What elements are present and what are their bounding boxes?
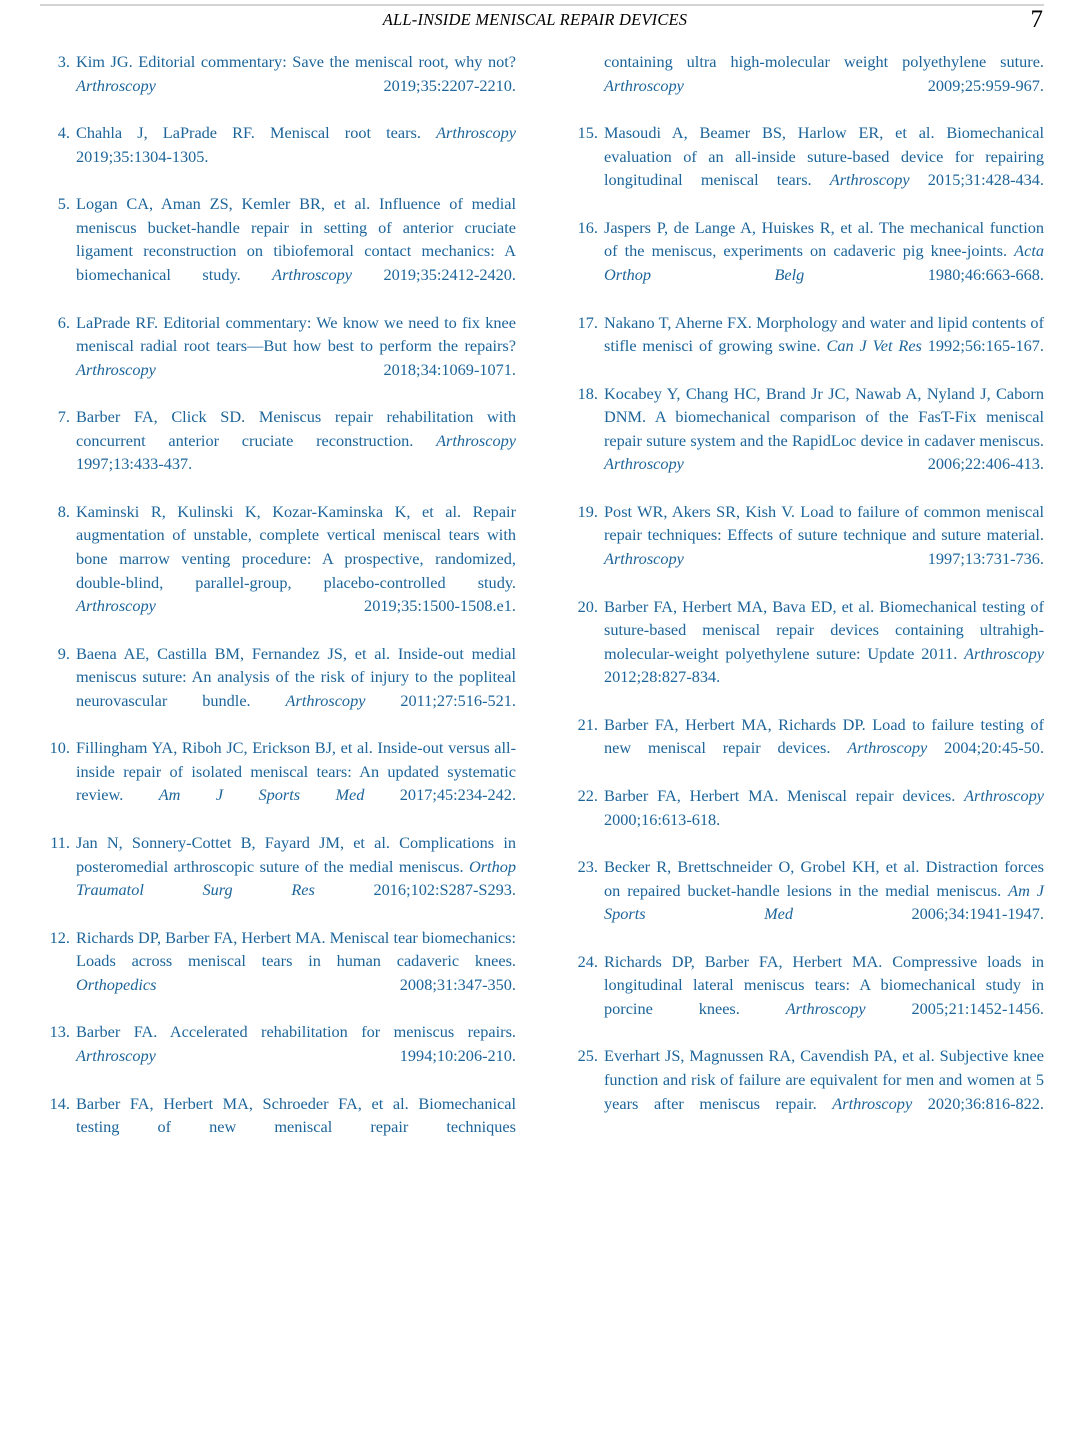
reference-citation-details: 2008;31:347-350. bbox=[156, 974, 516, 994]
reference-citation-details: 2019;35:1304-1305. bbox=[76, 146, 209, 166]
reference-number: 21. bbox=[577, 714, 598, 734]
reference-text bbox=[76, 736, 516, 830]
reference-number: 5. bbox=[57, 194, 70, 214]
reference-authors-title: Richards DP, Barber FA, Herbert MA. Compressive loads in longitudinal lateral meniscus tears: A biomechanical study in porcine knees. bbox=[604, 951, 1044, 1018]
right-column bbox=[572, 50, 1044, 1139]
reference-item bbox=[572, 216, 1044, 310]
reference-journal-name: Arthroscopy bbox=[436, 430, 516, 450]
continued-reference-text bbox=[604, 50, 1044, 121]
reference-item bbox=[572, 121, 1044, 215]
reference-number: 9. bbox=[57, 643, 70, 663]
reference-citation-details: 2016;102:S287-S293. bbox=[314, 880, 516, 900]
reference-authors-title: Everhart JS, Magnussen RA, Cavendish PA, et al. Subjective knee function and risk of failure are equivalent for men and women at 5 years after meniscus repair. bbox=[604, 1046, 1044, 1113]
reference-text bbox=[604, 595, 1044, 713]
reference-list-right bbox=[572, 50, 1044, 1139]
reference-journal-name: Arthroscopy bbox=[76, 75, 156, 95]
reference-item bbox=[572, 855, 1044, 949]
reference-number: 23. bbox=[577, 857, 598, 877]
reference-item bbox=[44, 405, 516, 499]
reference-text bbox=[76, 50, 516, 121]
reference-citation-details: 2015;31:428-434. bbox=[909, 170, 1044, 190]
reference-text bbox=[604, 950, 1044, 1044]
reference-item bbox=[44, 311, 516, 405]
reference-text bbox=[76, 926, 516, 1020]
reference-authors-title: Barber FA. Accelerated rehabilitation for meniscus repairs. bbox=[76, 1022, 516, 1042]
reference-item bbox=[44, 121, 516, 192]
reference-journal-name: Arthroscopy bbox=[604, 548, 684, 568]
reference-text bbox=[604, 216, 1044, 310]
reference-item bbox=[44, 926, 516, 1020]
reference-authors-title: Fillingham YA, Riboh JC, Erickson BJ, et al. Inside-out versus all-inside repair of isolated meniscal tears: An updated systematic review. bbox=[76, 738, 516, 805]
reference-citation-details: 1997;13:731-736. bbox=[683, 548, 1044, 568]
reference-item bbox=[44, 736, 516, 830]
reference-authors-title: Post WR, Akers SR, Kish V. Load to failure of common meniscal repair techniques: Effects of suture technique and suture material. bbox=[604, 501, 1044, 545]
reference-text bbox=[604, 500, 1044, 594]
reference-text bbox=[604, 121, 1044, 215]
reference-number: 22. bbox=[577, 785, 598, 805]
reference-authors-title: Kim JG. Editorial commentary: Save the meniscal root, why not? bbox=[76, 52, 516, 71]
reference-number: 10. bbox=[49, 738, 70, 758]
reference-authors-title: Barber FA, Herbert MA, Bava ED, et al. Biomechanical testing of suture-based meniscal repair devices containing ultrahigh-molecular-weight polyethylene suture: Update 2011. bbox=[604, 596, 1044, 663]
reference-number: 15. bbox=[577, 123, 598, 143]
reference-number: 7. bbox=[57, 407, 70, 427]
reference-item bbox=[572, 1044, 1044, 1138]
reference-number: 19. bbox=[577, 501, 598, 521]
reference-authors-title: Kaminski R, Kulinski K, Kozar-Kaminska K, et al. Repair augmentation of unstable, complete vertical meniscal tears with bone marrow venting procedure: A prospective, randomized, double-blind, parallel-group, placebo-controlled study. bbox=[76, 501, 516, 592]
running-title: ALL-INSIDE MENISCAL REPAIR DEVICES bbox=[382, 10, 688, 29]
reference-item bbox=[572, 595, 1044, 713]
reference-authors-title: Jaspers P, de Lange A, Huiskes R, et al. The mechanical function of the meniscus, experiments on cadaveric pig knee-joints. bbox=[604, 217, 1044, 261]
reference-journal-name: Arthroscopy bbox=[964, 643, 1044, 663]
reference-text bbox=[604, 855, 1044, 949]
reference-authors-title: Barber FA, Herbert MA, Schroeder FA, et al. Biomechanical testing of new meniscal repair techniques bbox=[76, 1093, 516, 1137]
continued-reference-journal-name: Arthroscopy bbox=[604, 75, 684, 95]
reference-journal-name: Orthop Traumatol Surg Res bbox=[76, 856, 516, 900]
reference-citation-details: 2005;21:1452-1456. bbox=[865, 998, 1044, 1018]
reference-item bbox=[44, 192, 516, 310]
continued-reference-body: containing ultra high-molecular weight polyethylene suture. bbox=[604, 52, 1044, 71]
reference-journal-name: Arthroscopy bbox=[832, 1093, 913, 1113]
reference-citation-details: 2006;34:1941-1947. bbox=[793, 904, 1044, 924]
reference-journal-name: Arthroscopy bbox=[76, 359, 156, 379]
reference-authors-title: Barber FA, Click SD. Meniscus repair rehabilitation with concurrent anterior cruciate reconstruction. bbox=[76, 407, 516, 450]
reference-citation-details: 2004;20:45-50. bbox=[927, 738, 1045, 758]
reference-item bbox=[572, 784, 1044, 855]
running-head bbox=[0, 6, 1070, 38]
reference-citation-details: 2018;34:1069-1071. bbox=[155, 359, 516, 379]
reference-list-left bbox=[44, 50, 516, 1162]
reference-item bbox=[572, 382, 1044, 500]
reference-number: 4. bbox=[57, 123, 70, 143]
reference-text bbox=[76, 642, 516, 736]
reference-citation-details: 2019;35:2412-2420. bbox=[352, 264, 516, 284]
reference-journal-name: Am J Sports Med bbox=[158, 785, 365, 805]
reference-journal-name: Acta Orthop Belg bbox=[604, 241, 1044, 284]
reference-text bbox=[76, 1092, 516, 1163]
reference-number: 17. bbox=[577, 312, 598, 332]
reference-authors-title: LaPrade RF. Editorial commentary: We know we need to fix knee meniscal radial root tears—But how best to perform the repairs? bbox=[76, 312, 516, 356]
reference-text bbox=[76, 311, 516, 405]
reference-citation-details: 2020;36:816-822. bbox=[912, 1093, 1044, 1113]
reference-journal-name: Arthroscopy bbox=[829, 170, 910, 190]
reference-text bbox=[76, 405, 516, 499]
reference-item bbox=[572, 311, 1044, 382]
reference-authors-title: Masoudi A, Beamer BS, Harlow ER, et al. Biomechanical evaluation of an all-inside suture-based device for repairing longitudinal meniscal tears. bbox=[604, 123, 1044, 190]
reference-authors-title: Logan CA, Aman ZS, Kemler BR, et al. Influence of medial meniscus bucket-handle repair in setting of anterior cruciate ligament reconstruction on tibiofemoral contact mechanics: A biomechanical study. bbox=[76, 194, 516, 284]
continued-reference-citation-details: 2009;25:959-967. bbox=[683, 75, 1044, 95]
reference-item bbox=[44, 831, 516, 925]
reference-text bbox=[76, 1020, 516, 1091]
reference-citation-details: 2006;22:406-413. bbox=[683, 454, 1044, 474]
reference-number: 12. bbox=[49, 927, 70, 947]
reference-item bbox=[44, 50, 516, 121]
reference-number: 6. bbox=[57, 312, 70, 332]
reference-text bbox=[604, 1044, 1044, 1138]
reference-text bbox=[76, 831, 516, 925]
reference-authors-title: Nakano T, Aherne FX. Morphology and water and lipid contents of stifle menisci of growing swine. bbox=[604, 312, 1044, 356]
reference-journal-name: Orthopedics bbox=[76, 974, 157, 994]
reference-text bbox=[76, 500, 516, 641]
reference-authors-title: Richards DP, Barber FA, Herbert MA. Meniscal tear biomechanics: Loads across meniscal tears in human cadaveric knees. bbox=[76, 927, 516, 971]
reference-journal-name: Am J Sports Med bbox=[604, 880, 1044, 924]
reference-item bbox=[572, 713, 1044, 784]
reference-authors-title: Chahla J, LaPrade RF. Meniscal root tears. bbox=[76, 123, 437, 143]
reference-journal-name: Arthroscopy bbox=[76, 1045, 156, 1065]
reference-number: 25. bbox=[577, 1046, 598, 1066]
reference-authors-title: Barber FA, Herbert MA, Richards DP. Load to failure testing of new meniscal repair devices. bbox=[604, 714, 1044, 758]
reference-authors-title: Kocabey Y, Chang HC, Brand Jr JC, Nawab A, Nyland J, Caborn DNM. A biomechanical comparison of the FasT-Fix meniscal repair suture system and the RapidLoc device in cadaver meniscus. bbox=[604, 383, 1044, 450]
reference-journal-name: Arthroscopy bbox=[785, 998, 866, 1018]
reference-citation-details: 1997;13:433-437. bbox=[76, 454, 193, 474]
reference-citation-details: 2017;45:234-242. bbox=[364, 785, 517, 805]
reference-number: 16. bbox=[577, 217, 598, 237]
reference-text bbox=[604, 382, 1044, 500]
reference-citation-details: 2012;28:827-834. bbox=[604, 667, 721, 687]
reference-item bbox=[572, 950, 1044, 1044]
reference-number: 8. bbox=[57, 501, 70, 521]
reference-item bbox=[44, 500, 516, 641]
reference-citation-details: 1992;56:165-167. bbox=[921, 336, 1044, 356]
reference-journal-name: Arthroscopy bbox=[964, 785, 1044, 805]
reference-authors-title: Baena AE, Castilla BM, Fernandez JS, et al. Inside-out medial meniscus suture: An analysis of the risk of injury to the popliteal neurovascular bundle. bbox=[76, 643, 516, 710]
reference-journal-name: Arthroscopy bbox=[604, 454, 684, 474]
reference-authors-title: Barber FA, Herbert MA. Meniscal repair devices. bbox=[604, 785, 965, 805]
reference-number: 14. bbox=[49, 1093, 70, 1113]
reference-text bbox=[604, 311, 1044, 382]
reference-text bbox=[76, 121, 516, 192]
reference-text bbox=[604, 784, 1044, 855]
reference-authors-title: Jan N, Sonnery-Cottet B, Fayard JM, et al. Complications in posteromedial arthroscopic suture of the medial meniscus. bbox=[76, 833, 516, 876]
reference-item bbox=[572, 500, 1044, 594]
reference-number: 13. bbox=[49, 1022, 70, 1042]
reference-item bbox=[44, 1020, 516, 1091]
reference-journal-name: Can J Vet Res bbox=[826, 336, 922, 356]
reference-number: 3. bbox=[57, 52, 70, 71]
reference-number: 20. bbox=[577, 596, 598, 616]
reference-journal-name: Arthroscopy bbox=[436, 123, 516, 143]
reference-authors-title: Becker R, Brettschneider O, Grobel KH, et al. Distraction forces on repaired bucket-handle lesions in the medial meniscus. bbox=[604, 857, 1044, 900]
reference-text bbox=[604, 713, 1044, 784]
reference-item bbox=[44, 1092, 516, 1163]
reference-citation-details: 2019;35:2207-2210. bbox=[155, 75, 516, 95]
left-column bbox=[44, 50, 516, 1163]
reference-journal-name: Arthroscopy bbox=[272, 264, 353, 284]
reference-citation-details: 2000;16:613-618. bbox=[604, 809, 721, 829]
reference-journal-name: Arthroscopy bbox=[847, 738, 928, 758]
continued-reference-item bbox=[572, 50, 1044, 121]
reference-citation-details: 1980;46:663-668. bbox=[804, 264, 1044, 284]
reference-number: 24. bbox=[577, 951, 598, 971]
reference-journal-name: Arthroscopy bbox=[285, 690, 366, 710]
reference-text bbox=[76, 192, 516, 310]
reference-journal-name: Arthroscopy bbox=[76, 596, 156, 616]
reference-item bbox=[44, 642, 516, 736]
page-number: 7 bbox=[1030, 6, 1043, 33]
reference-number: 18. bbox=[577, 383, 598, 403]
reference-number: 11. bbox=[50, 833, 70, 853]
reference-citation-details: 2019;35:1500-1508.e1. bbox=[155, 596, 516, 616]
page-top-rule bbox=[40, 4, 1044, 6]
reference-citation-details: 2011;27:516-521. bbox=[365, 690, 516, 710]
reference-citation-details: 1994;10:206-210. bbox=[155, 1045, 516, 1065]
